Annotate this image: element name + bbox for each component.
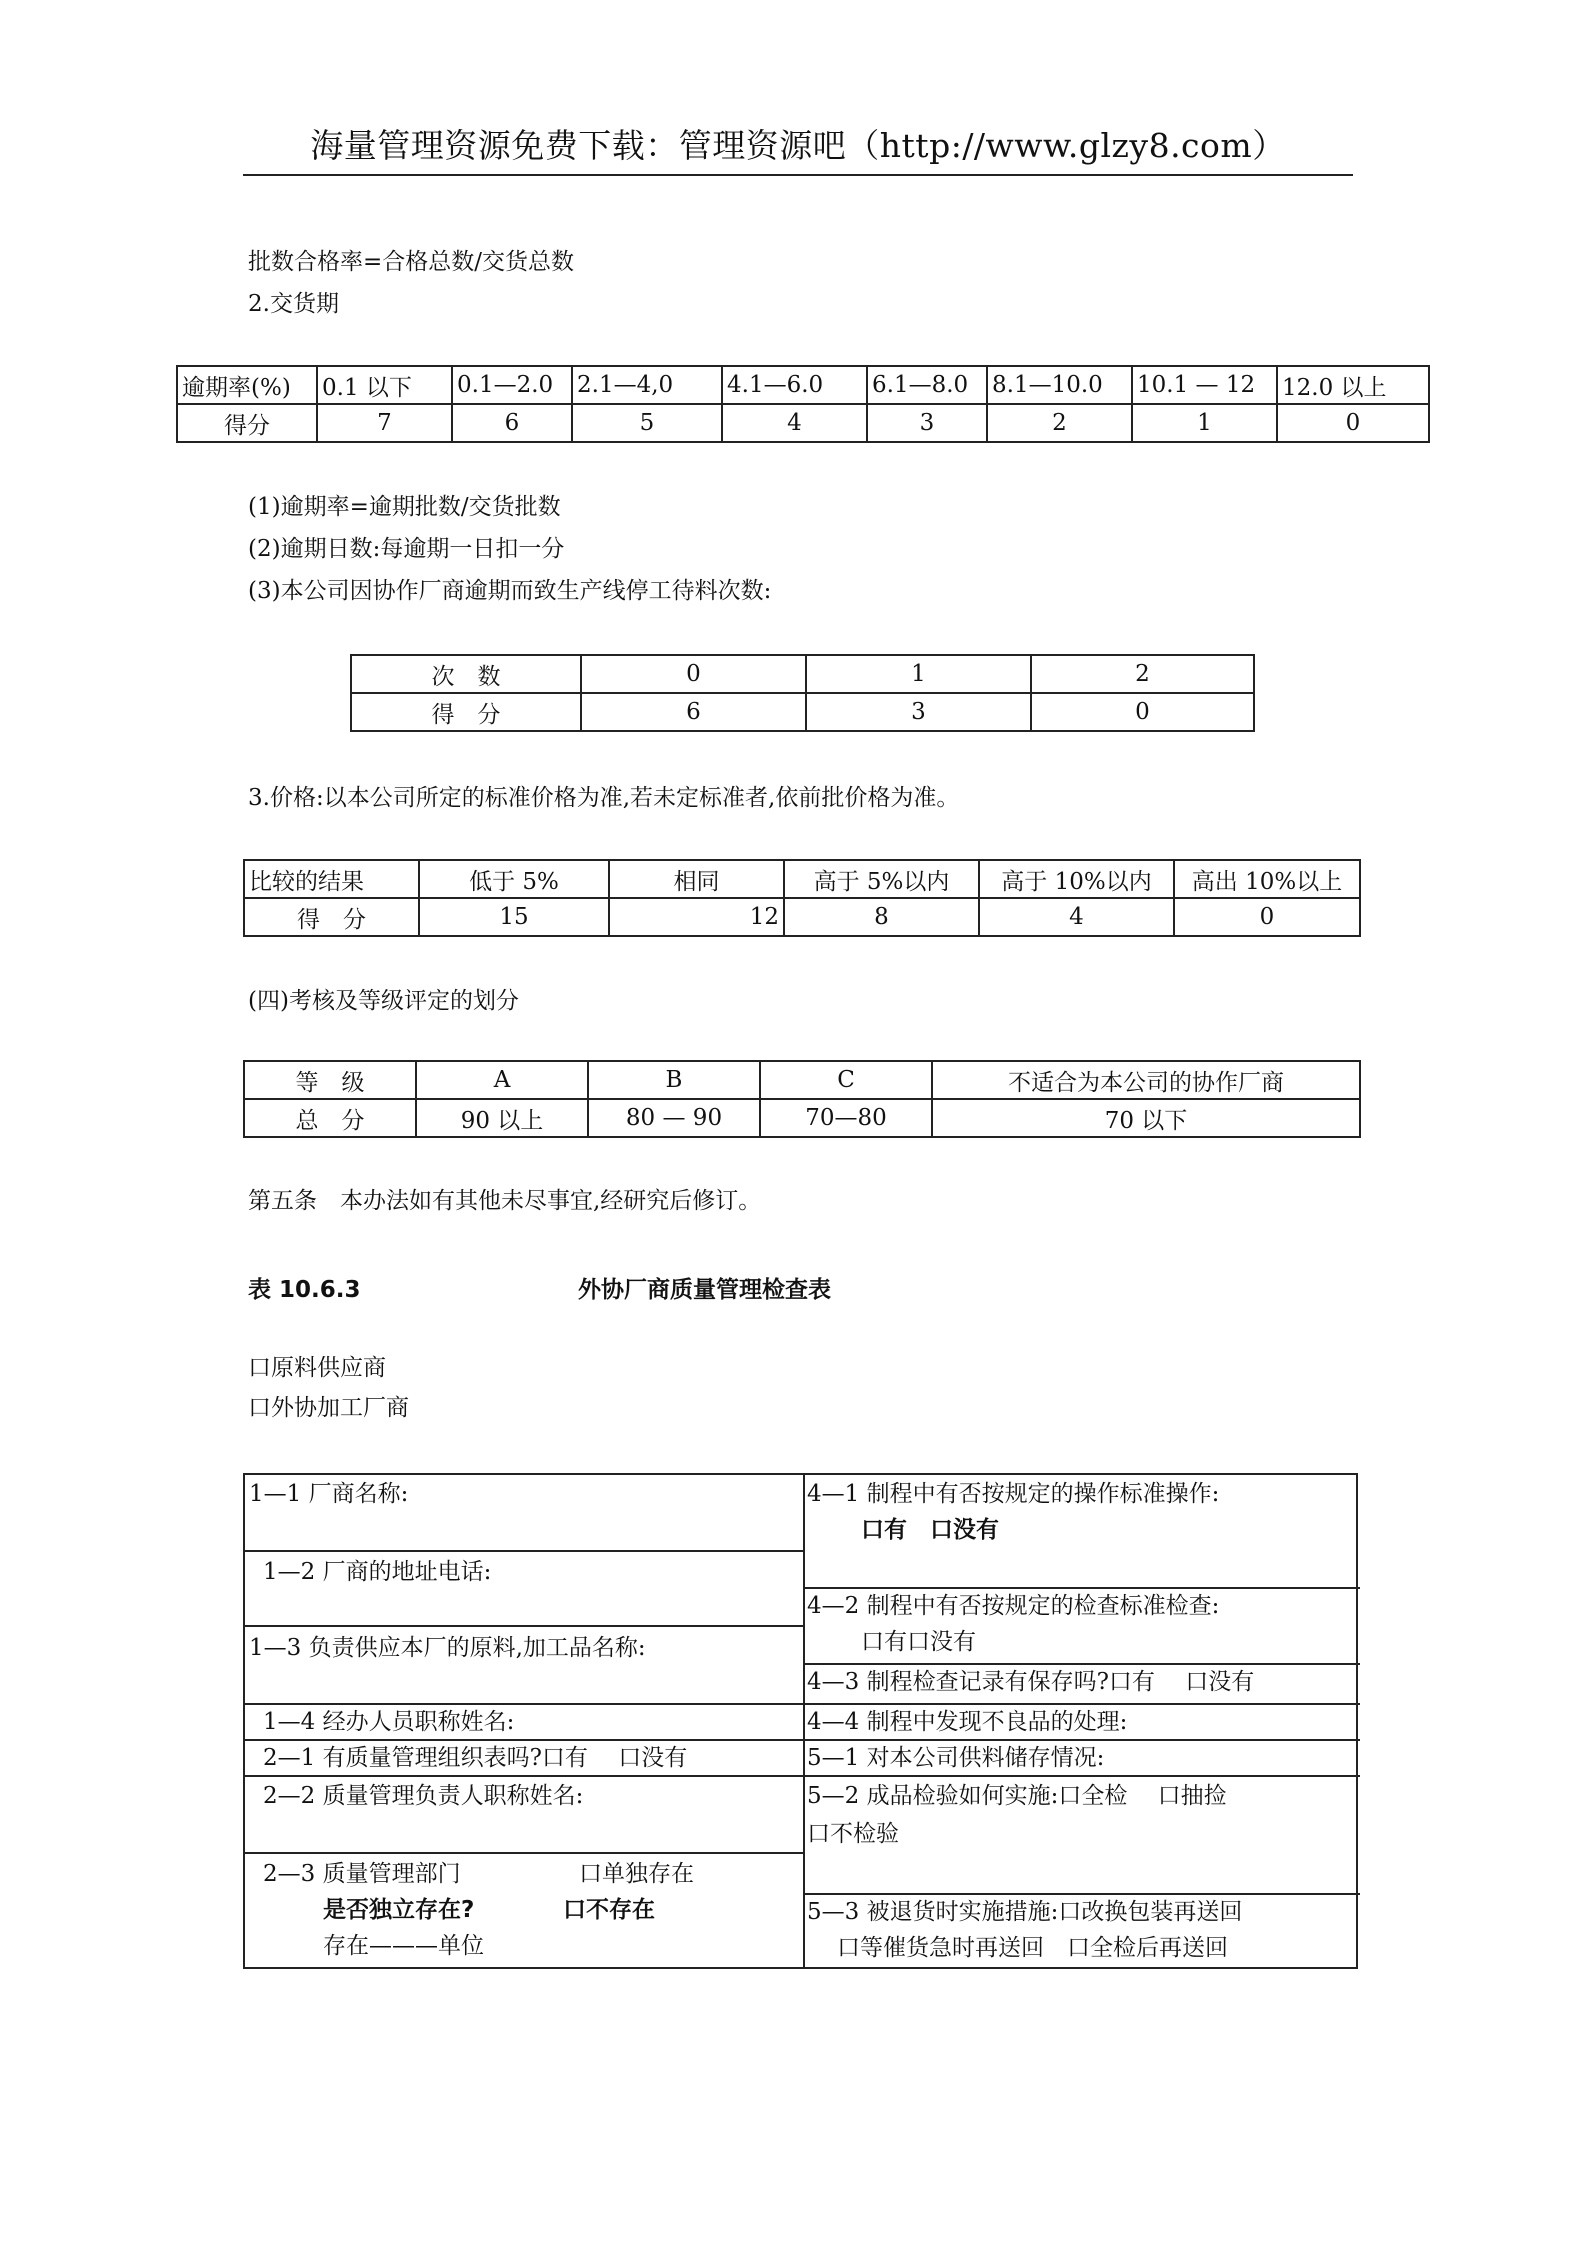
return-measures-options: 口等催货急时再送回 口全检后再送回 xyxy=(837,1935,1228,1961)
table-cell: 70 以下 xyxy=(932,1099,1360,1137)
table-cell: 70—80 xyxy=(760,1099,932,1137)
table-cell: 12.0 以上 xyxy=(1277,366,1429,404)
qc-department-label: 2—3 质量管理部门 xyxy=(263,1861,461,1887)
table-number: 表 10.6.3 xyxy=(248,1277,361,1303)
row-divider xyxy=(803,1703,1360,1705)
row-divider xyxy=(803,1739,1360,1741)
table-cell: 高于 10%以内 xyxy=(979,860,1174,898)
table-title: 外协厂商质量管理检查表 xyxy=(578,1277,831,1303)
qc-independent-option: 口单独存在 xyxy=(579,1861,694,1887)
table-cell: 7 xyxy=(317,404,452,442)
table-row xyxy=(351,655,1254,693)
article-five: 第五条 本办法如有其他未尽事宜,经研究后修订。 xyxy=(248,1188,762,1214)
qc-exist-unit: 存在———单位 xyxy=(323,1933,484,1959)
table-cell: 0.1—2.0 xyxy=(452,366,572,404)
table-cell: 6.1—8.0 xyxy=(867,366,987,404)
process-record-question: 4—3 制程检查记录有保存吗?口有 口没有 xyxy=(807,1669,1255,1695)
table-row xyxy=(177,404,1429,442)
qc-org-chart-question: 2—1 有质量管理组织表吗?口有 口没有 xyxy=(263,1745,688,1771)
table-cell: 高出 10%以上 xyxy=(1174,860,1360,898)
row-label: 总 分 xyxy=(244,1099,416,1137)
table-cell: 5 xyxy=(572,404,722,442)
qc-manager-label: 2—2 质量管理负责人职称姓名: xyxy=(263,1783,584,1809)
row-label: 得 分 xyxy=(351,693,581,731)
note-3: (3)本公司因协作厂商逾期而致生产线停工待料次数: xyxy=(248,578,772,604)
table-row xyxy=(177,366,1429,404)
return-measures-question: 5—3 被退货时实施措施:口改换包装再送回 xyxy=(807,1899,1243,1925)
table-cell: A xyxy=(416,1061,588,1099)
table-cell: 12 xyxy=(609,898,784,936)
table-cell: 6 xyxy=(452,404,572,442)
table-cell: 15 xyxy=(419,898,609,936)
row-divider xyxy=(803,1663,1360,1665)
row-divider xyxy=(803,1893,1360,1895)
note-2: (2)逾期日数:每逾期一日扣一分 xyxy=(248,536,565,562)
price-comparison-table xyxy=(243,859,1361,937)
row-label: 次 数 xyxy=(351,655,581,693)
table-cell: 90 以上 xyxy=(416,1099,588,1137)
operation-standard-question: 4—1 制程中有否按规定的操作标准操作: xyxy=(807,1481,1220,1507)
row-divider xyxy=(245,1775,803,1777)
table-cell: 相同 xyxy=(609,860,784,898)
table-row xyxy=(244,1061,1360,1099)
table-cell: 3 xyxy=(806,693,1031,731)
defect-handling-label: 4—4 制程中发现不良品的处理: xyxy=(807,1709,1128,1735)
row-label: 比较的结果 xyxy=(244,860,419,898)
table-cell: C xyxy=(760,1061,932,1099)
pass-rate-formula: 批数合格率=合格总数/交货总数 xyxy=(248,249,575,275)
table-cell: 80 — 90 xyxy=(588,1099,760,1137)
table-cell: 2 xyxy=(987,404,1132,442)
table-cell: 高于 5%以内 xyxy=(784,860,979,898)
operation-standard-options: 口有 口没有 xyxy=(861,1517,999,1543)
material-storage-label: 5—1 对本公司供料储存情况: xyxy=(807,1745,1105,1771)
row-label: 得分 xyxy=(177,404,317,442)
row-divider xyxy=(803,1775,1360,1777)
inspection-standard-options: 口有口没有 xyxy=(861,1629,976,1655)
vendor-name-label: 1—1 厂商名称: xyxy=(249,1481,409,1507)
price-paragraph: 3.价格:以本公司所定的标准价格为准,若未定标准者,依前批价格为准。 xyxy=(248,785,960,811)
note-1: (1)逾期率=逾期批数/交货批数 xyxy=(248,494,561,520)
contact-person-label: 1—4 经办人员职称姓名: xyxy=(263,1709,515,1735)
row-divider xyxy=(245,1625,803,1627)
table-cell: 不适合为本公司的协作厂商 xyxy=(932,1061,1360,1099)
row-divider xyxy=(245,1550,803,1552)
table-cell: B xyxy=(588,1061,760,1099)
delay-rate-table xyxy=(176,365,1430,443)
table-row xyxy=(351,693,1254,731)
grade-heading: (四)考核及等级评定的划分 xyxy=(248,988,519,1014)
table-cell: 低于 5% xyxy=(419,860,609,898)
table-row xyxy=(244,860,1360,898)
supplier-type-raw-material: 口原料供应商 xyxy=(248,1355,386,1381)
row-divider xyxy=(245,1703,803,1705)
table-cell: 4.1—6.0 xyxy=(722,366,867,404)
header-rule xyxy=(243,174,1353,176)
delivery-heading: 2.交货期 xyxy=(248,291,339,317)
table-row xyxy=(244,898,1360,936)
grade-table xyxy=(243,1060,1361,1138)
product-inspection-none: 口不检验 xyxy=(807,1821,899,1847)
table-cell: 4 xyxy=(979,898,1174,936)
line-stop-table xyxy=(350,654,1255,732)
row-label: 逾期率(%) xyxy=(177,366,317,404)
table-cell: 0.1 以下 xyxy=(317,366,452,404)
table-cell: 1 xyxy=(806,655,1031,693)
qc-not-exist-option: 口不存在 xyxy=(563,1897,655,1923)
supplier-type-outsourced: 口外协加工厂商 xyxy=(248,1395,409,1421)
row-label: 得 分 xyxy=(244,898,419,936)
product-inspection-question: 5—2 成品检验如何实施:口全检 口抽捡 xyxy=(807,1783,1227,1809)
vendor-address-label: 1—2 厂商的地址电话: xyxy=(263,1559,492,1585)
inspection-standard-question: 4—2 制程中有否按规定的检查标准检查: xyxy=(807,1593,1220,1619)
supplied-items-label: 1—3 负责供应本厂的原料,加工品名称: xyxy=(249,1635,646,1661)
page-header: 海量管理资源免费下载：管理资源吧（http://www.glzy8.com） xyxy=(310,126,1286,165)
table-cell: 8 xyxy=(784,898,979,936)
table-cell: 2.1—4,0 xyxy=(572,366,722,404)
table-cell: 0 xyxy=(1277,404,1429,442)
table-cell: 10.1 — 12 xyxy=(1132,366,1277,404)
table-cell: 3 xyxy=(867,404,987,442)
table-row xyxy=(244,1099,1360,1137)
row-divider xyxy=(803,1587,1360,1589)
table-cell: 2 xyxy=(1031,655,1254,693)
quality-checklist-table xyxy=(243,1473,1358,1969)
table-cell: 0 xyxy=(581,655,806,693)
table-cell: 8.1—10.0 xyxy=(987,366,1132,404)
table-cell: 4 xyxy=(722,404,867,442)
table-cell: 1 xyxy=(1132,404,1277,442)
row-divider xyxy=(245,1739,803,1741)
row-divider xyxy=(245,1852,803,1854)
table-cell: 0 xyxy=(1031,693,1254,731)
table-cell: 0 xyxy=(1174,898,1360,936)
qc-independent-question: 是否独立存在? xyxy=(323,1897,475,1923)
row-label: 等 级 xyxy=(244,1061,416,1099)
table-cell: 6 xyxy=(581,693,806,731)
